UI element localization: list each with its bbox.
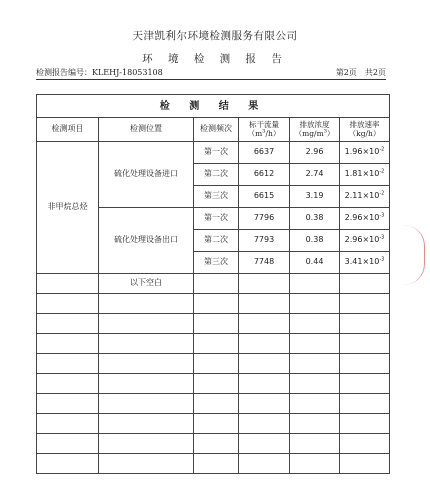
page-indicator: 第2页 共2页	[335, 68, 386, 77]
concentration-cell: 2.74	[290, 164, 340, 186]
frequency-cell: 第一次	[194, 142, 239, 164]
report-meta	[36, 67, 386, 78]
frequency-cell: 第二次	[194, 230, 239, 252]
col-header-item: 检测项目	[37, 118, 99, 142]
conc-unit: $(mg/m^3)$	[294, 128, 335, 138]
table-header-row	[37, 118, 390, 142]
flow-cell: 7793	[239, 230, 290, 252]
frequency-cell: 第三次	[194, 252, 239, 274]
blank-note: 以下空白	[99, 274, 194, 294]
blank-row	[37, 434, 390, 454]
rate-cell: $1.96\times 10^{-2}$	[340, 142, 390, 164]
blank-row	[37, 374, 390, 394]
blank-row	[37, 294, 390, 314]
flow-cell: 6637	[239, 142, 290, 164]
blank-row	[37, 394, 390, 414]
concentration-cell: 0.38	[290, 230, 340, 252]
col-header-location: 检测位置	[99, 118, 194, 142]
conc-label: 排放浓度	[299, 120, 330, 130]
col-header-frequency: 检测频次	[194, 118, 239, 142]
item-cell: 非甲烷总烃	[37, 142, 99, 274]
rate-label: 排放速率	[349, 120, 380, 130]
report-number: 检测报告编号：KLEHJ-18053108	[36, 68, 163, 77]
table-title: 检 测 结 果	[37, 95, 390, 118]
rate-cell: $1.81\times 10^{-2}$	[340, 164, 390, 186]
rate-cell: $2.11\times 10^{-2}$	[340, 186, 390, 208]
results-table	[36, 94, 390, 474]
blank-row	[37, 314, 390, 334]
col-header-concentration	[290, 118, 340, 142]
frequency-cell: 第一次	[194, 208, 239, 230]
location-cell: 硫化处理设备进口	[99, 142, 194, 208]
flow-cell: 6612	[239, 164, 290, 186]
blank-row	[37, 334, 390, 354]
company-name: 天津凯利尔环境检测服务有限公司	[132, 30, 298, 42]
seal-stamp-edge	[404, 225, 425, 285]
table-row	[37, 142, 390, 164]
rate-cell: $2.96\times 10^{-3}$	[340, 230, 390, 252]
blank-note-row	[37, 274, 390, 294]
rate-unit: （kg/h）	[348, 128, 381, 138]
table-title-row	[37, 95, 390, 118]
blank-row	[37, 414, 390, 434]
flow-cell: 7748	[239, 252, 290, 274]
rate-cell: $3.41\times 10^{-3}$	[340, 252, 390, 274]
flow-cell: 6615	[239, 186, 290, 208]
col-header-rate	[340, 118, 390, 142]
concentration-cell: 3.19	[290, 186, 340, 208]
flow-unit: $(m^3/h)$	[247, 128, 281, 138]
header-rule	[36, 79, 386, 80]
concentration-cell: 2.96	[290, 142, 340, 164]
concentration-cell: 0.38	[290, 208, 340, 230]
flow-label: 标干流量	[249, 120, 279, 130]
col-header-flow	[239, 118, 290, 142]
blank-row	[37, 354, 390, 374]
rate-cell: $2.96\times 10^{-3}$	[340, 208, 390, 230]
flow-cell: 7796	[239, 208, 290, 230]
frequency-cell: 第三次	[194, 186, 239, 208]
concentration-cell: 0.44	[290, 252, 340, 274]
frequency-cell: 第二次	[194, 164, 239, 186]
report-title: 环 境 检 测 报 告	[142, 53, 288, 65]
blank-row	[37, 454, 390, 474]
location-cell: 硫化处理设备出口	[99, 208, 194, 274]
